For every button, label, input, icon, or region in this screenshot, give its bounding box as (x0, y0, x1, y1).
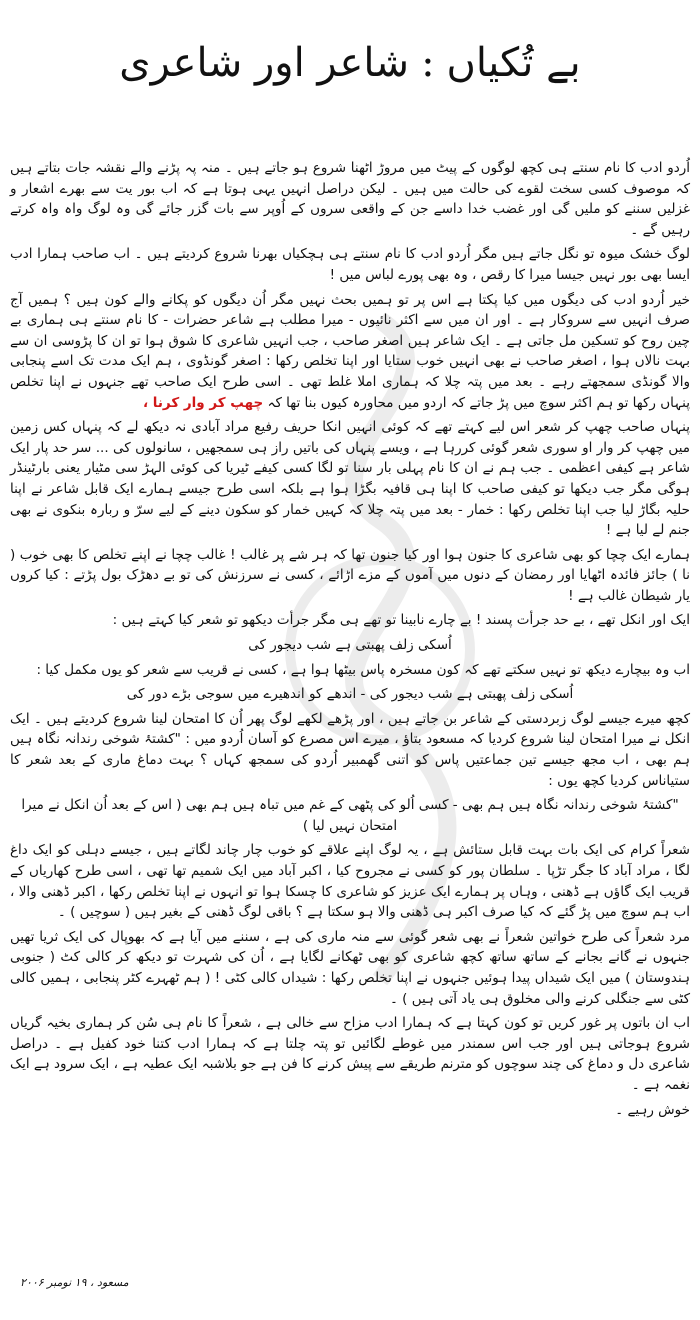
verse: اُسکی زلف پھبتی ہے شب دیجور کی (248, 637, 452, 654)
paragraph: لوگ خشک میوہ تو نگل جاتے ہیں مگر اُردو ادب کا نام سنتے ہی ہچکیاں بھرنا شروع کردیتے ہیں ۔ اب صاحب ہمارا ادب ایسا بھی بور نہیں جیسا میرا کا رقص ، وہ بھی پورے لباس میں ! (10, 246, 690, 283)
title-colon: : (421, 40, 435, 86)
signature: مسعود ، ۱۹ نومبر ۲۰۰۶ (20, 1276, 129, 1289)
paragraph: اب ان باتوں پر غور کریں تو کون کہتا ہے کہ ہمارا ادب مزاح سے خالی ہے ، شعراً کا نام ہی سُن کر ہماری بخیہ گریاں شروع ہوجاتی ہیں اور جب اس سمندر میں غوطے لگائیں تو پتہ چلتا ہے کہ ہمارا ادب کتنا خود کفیل ہے ۔ دراصل شاعری دل و دماغ کی چند سوچوں کو مترنم طریقے سے پیش کرنے کا فن ہے جو بلاشبہ ایک عطیہ ہے ، ایک سرود ہے ایک نغمہ ہے ۔ (10, 1015, 690, 1093)
verse: اُسکی زلف پھبتی ہے شب دیجور کی - اندھے کو اندھیرے میں سوجی بڑے دور کی (126, 686, 574, 703)
highlighted-phrase: چھپ کر وار کرنا ، (142, 394, 264, 411)
title-left: بے تُکیاں (446, 40, 581, 86)
paragraph: مرد شعراً کی طرح خواتین شعراً نے بھی شعر گوئی سے منہ ماری کی ہے ، سننے میں آیا ہے کہ بھوپال کی ایک ثریا تھیں جنہوں نے گانے بجانے کے ساتھ ساتھ کچھ شاعری کو بھی ٹھکانے لگایا ہے ، اُن کی شہرت تو دیکھ کر کالی کٹ ( جنوبی ہندوستان ) میں ایک شیداں پیدا ہوئیں جنہوں نے اپنا تخلص رکھا : شیداں کالی کٹی ! ( ہم ٹھہرے کٹر پنجابی ، ہمیں کالی کٹی سے جنگلی کرنے والی مخلوق ہی یاد آتی ہیں ) ۔ (10, 928, 690, 1007)
paragraph: کچھ میرے جیسے لوگ زبردستی کے شاعر بن جاتے ہیں ، اور پڑھے لکھے لوگ پھر اُن کا امتحان لینا شروع کردیتے ہیں ۔ ایک انکل نے میرا امتحان لینا شروع کردیا کہ مسعود بتاؤ ، میرے اس مصرع کو آسان اُردو میں : "کشتۂ شوخی رندانہ نگاہ ہیں ہم بھی ، اب مجھ جیسے تین جماعتیں پاس کو اتنی گھمبیر اُردو کی سمجھ کہاں ؟ بہت دماغ ماری کے بعد شعر کا ستیاناس کردیا کچھ یوں : (10, 710, 690, 789)
paragraph-text: خیر اُردو ادب کی دیگوں میں کیا پکتا ہے اس پر تو ہمیں بحث نہیں مگر اُن دیگوں کو پکانے والے کون ہیں ؟ ہمیں آج صرف انہیں سے سروکار ہے ۔ اور ان میں سے اکثر نائیوں - میرا مطلب ہے شاعر حضرات - کا نام سنتے ہی ہماری بے چین روح کو تسکین مل جاتی ہے ۔ ایک شاعر ہیں اصغر صاحب ، جب انہیں شاعری کا شوق ہوا تو ان کا پڑوسی ان سے بہت نالاں ہوا ، اصغر صاحب نے بھی انہیں خوب ستایا اور اپنا تخلص رکھا : اصغر گونڈوی ، ہم ایک مدت تک اسے پنجابی والا گونڈی سمجھتے رہے ۔ بعد میں پتہ چلا کہ ہماری املا غلط تھی ۔ اسی طرح ایک صاحب تھے جنہوں نے اپنا تخلص پنہاں رکھا تو ہم اکثر سوچ میں پڑ جاتے کہ اردو میں محاورہ کیوں بنا تھا کہ (10, 291, 690, 411)
title-right: شاعر اور شاعری (119, 40, 410, 86)
article-body (10, 158, 690, 1124)
paragraph: ایک اور انکل تھے ، بے حد جرأت پسند ! بے چارے نابینا تو تھے ہی مگر جرأت دیکھو تو شعر کیا کہتے ہیں : (112, 612, 690, 629)
page-title (0, 40, 700, 86)
paragraph: اُردو ادب کا نام سنتے ہی کچھ لوگوں کے پیٹ میں مروڑ اٹھنا شروع ہو جاتے ہیں ۔ منہ پہ پڑنے والے نقشہ جات بتاتے ہیں کہ موصوف کسی سخت لقوے کی حالت میں ہیں ۔ لیکن دراصل انہیں یہی ہوتا ہے کہ اب بور یت سے بھرے اشعار و غزلیں سننے کو ملیں گی اور غضب خدا داسے جن کے واقعی سروں کے اُوپر سے بات گزر جائے گی وہ لوگ واہ واہ کرتے رہیں گے ۔ (10, 160, 690, 238)
paragraph: اب وہ بیچارے دیکھ تو نہیں سکتے تھے کہ کون مسخرہ پاس بیٹھا ہوا ہے ، کسی نے قریب سے شعر کو یوں مکمل کیا : (36, 661, 690, 678)
paragraph: شعراً کرام کی ایک بات بہت قابل ستائش ہے ، یہ لوگ اپنے علاقے کو خوب چار چاند لگاتے ہیں ، جیسے دہلی کو ایک داغ لگا ، مراد آباد کا جگر تڑپا ۔ سلطان پور کو کسی نے مجروح کیا ، اکبر آباد میں ایک شمیم تھا تھی ، اسی طرح کھاریاں کے قریب ایک گاؤں ہے ڈھنی ، وہاں پر ہمارے ایک عزیز کو شاعری کا چسکا ہوا تو انہوں نے اپنا تخلص رکھا ، اکبر ڈھنی والا ، اب ہم سوچ میں پڑ گئے کہ کیا صرف اکبر ہی ڈھنی والا ہو سکتا ہے ؟ باقی لوگ ڈھنی کے بغیر ہیں ( سوچیں ) ۔ (10, 842, 690, 921)
paragraph: "کشتۂ شوخی رندانہ نگاہ ہیں ہم بھی - کسی اُلو کی پٹھی کے غم میں تباہ ہیں ہم بھی ( اس کے بعد اُن انکل نے میرا امتحان نہیں لیا ) (21, 797, 679, 834)
closing-line: خوش رہیے ۔ (615, 1101, 690, 1118)
paragraph: پنہاں صاحب چھپ کر شعر اس لیے کہتے تھے کہ کوئی انہیں انکا حریف رفیع مراد آبادی نہ دیکھ لے کہ پنہاں کس زمین میں چھپ کر وار او سوری شعر گوئی کررہا ہے ، ویسے پنہاں کی باتیں راز ہی سمجھیں ، سانولوں کی ... سر حد پار ایک شاعر ہے کیفی اعظمی ۔ جب ہم نے ان کا نام پہلی بار سنا تو لگا کسی کیفے ٹیریا کی کوئی الہڑ سی مٹیار یعنی بارٹینڈر ہوگی مگر جب دیکھا تو کیفی صاحب کا اپنا ہی قافیہ بگڑا ہوا ہے بلکہ اسی طرح جیسے ہمارے ایک قابل شاعر نے اپنا حلیہ بگاڑ لیا جب اپنا تخلص رکھا : خمار - بعد میں پتہ چلا کہ کہیں خمار کو سکون دینے کے لیے سرّ و ربارہ بنکوی نے بھی جنم لے لیا ہے ! (10, 419, 690, 539)
paragraph: ہمارے ایک چچا کو بھی شاعری کا جنون ہوا اور کیا جنون تھا کہ ہر شے پر غالب ! غالب چچا نے اپنے تخلص کا بھی خوب ( نا ) جائز فائدہ اٹھایا اور رمضان کے دنوں میں آموں کے مزے اڑائے ، کسی نے سرزنش کی تو بے دھڑک بول پڑتے : کیا کروں یار شیطان غالب ہے ! (10, 546, 690, 604)
paragraph (10, 290, 690, 414)
